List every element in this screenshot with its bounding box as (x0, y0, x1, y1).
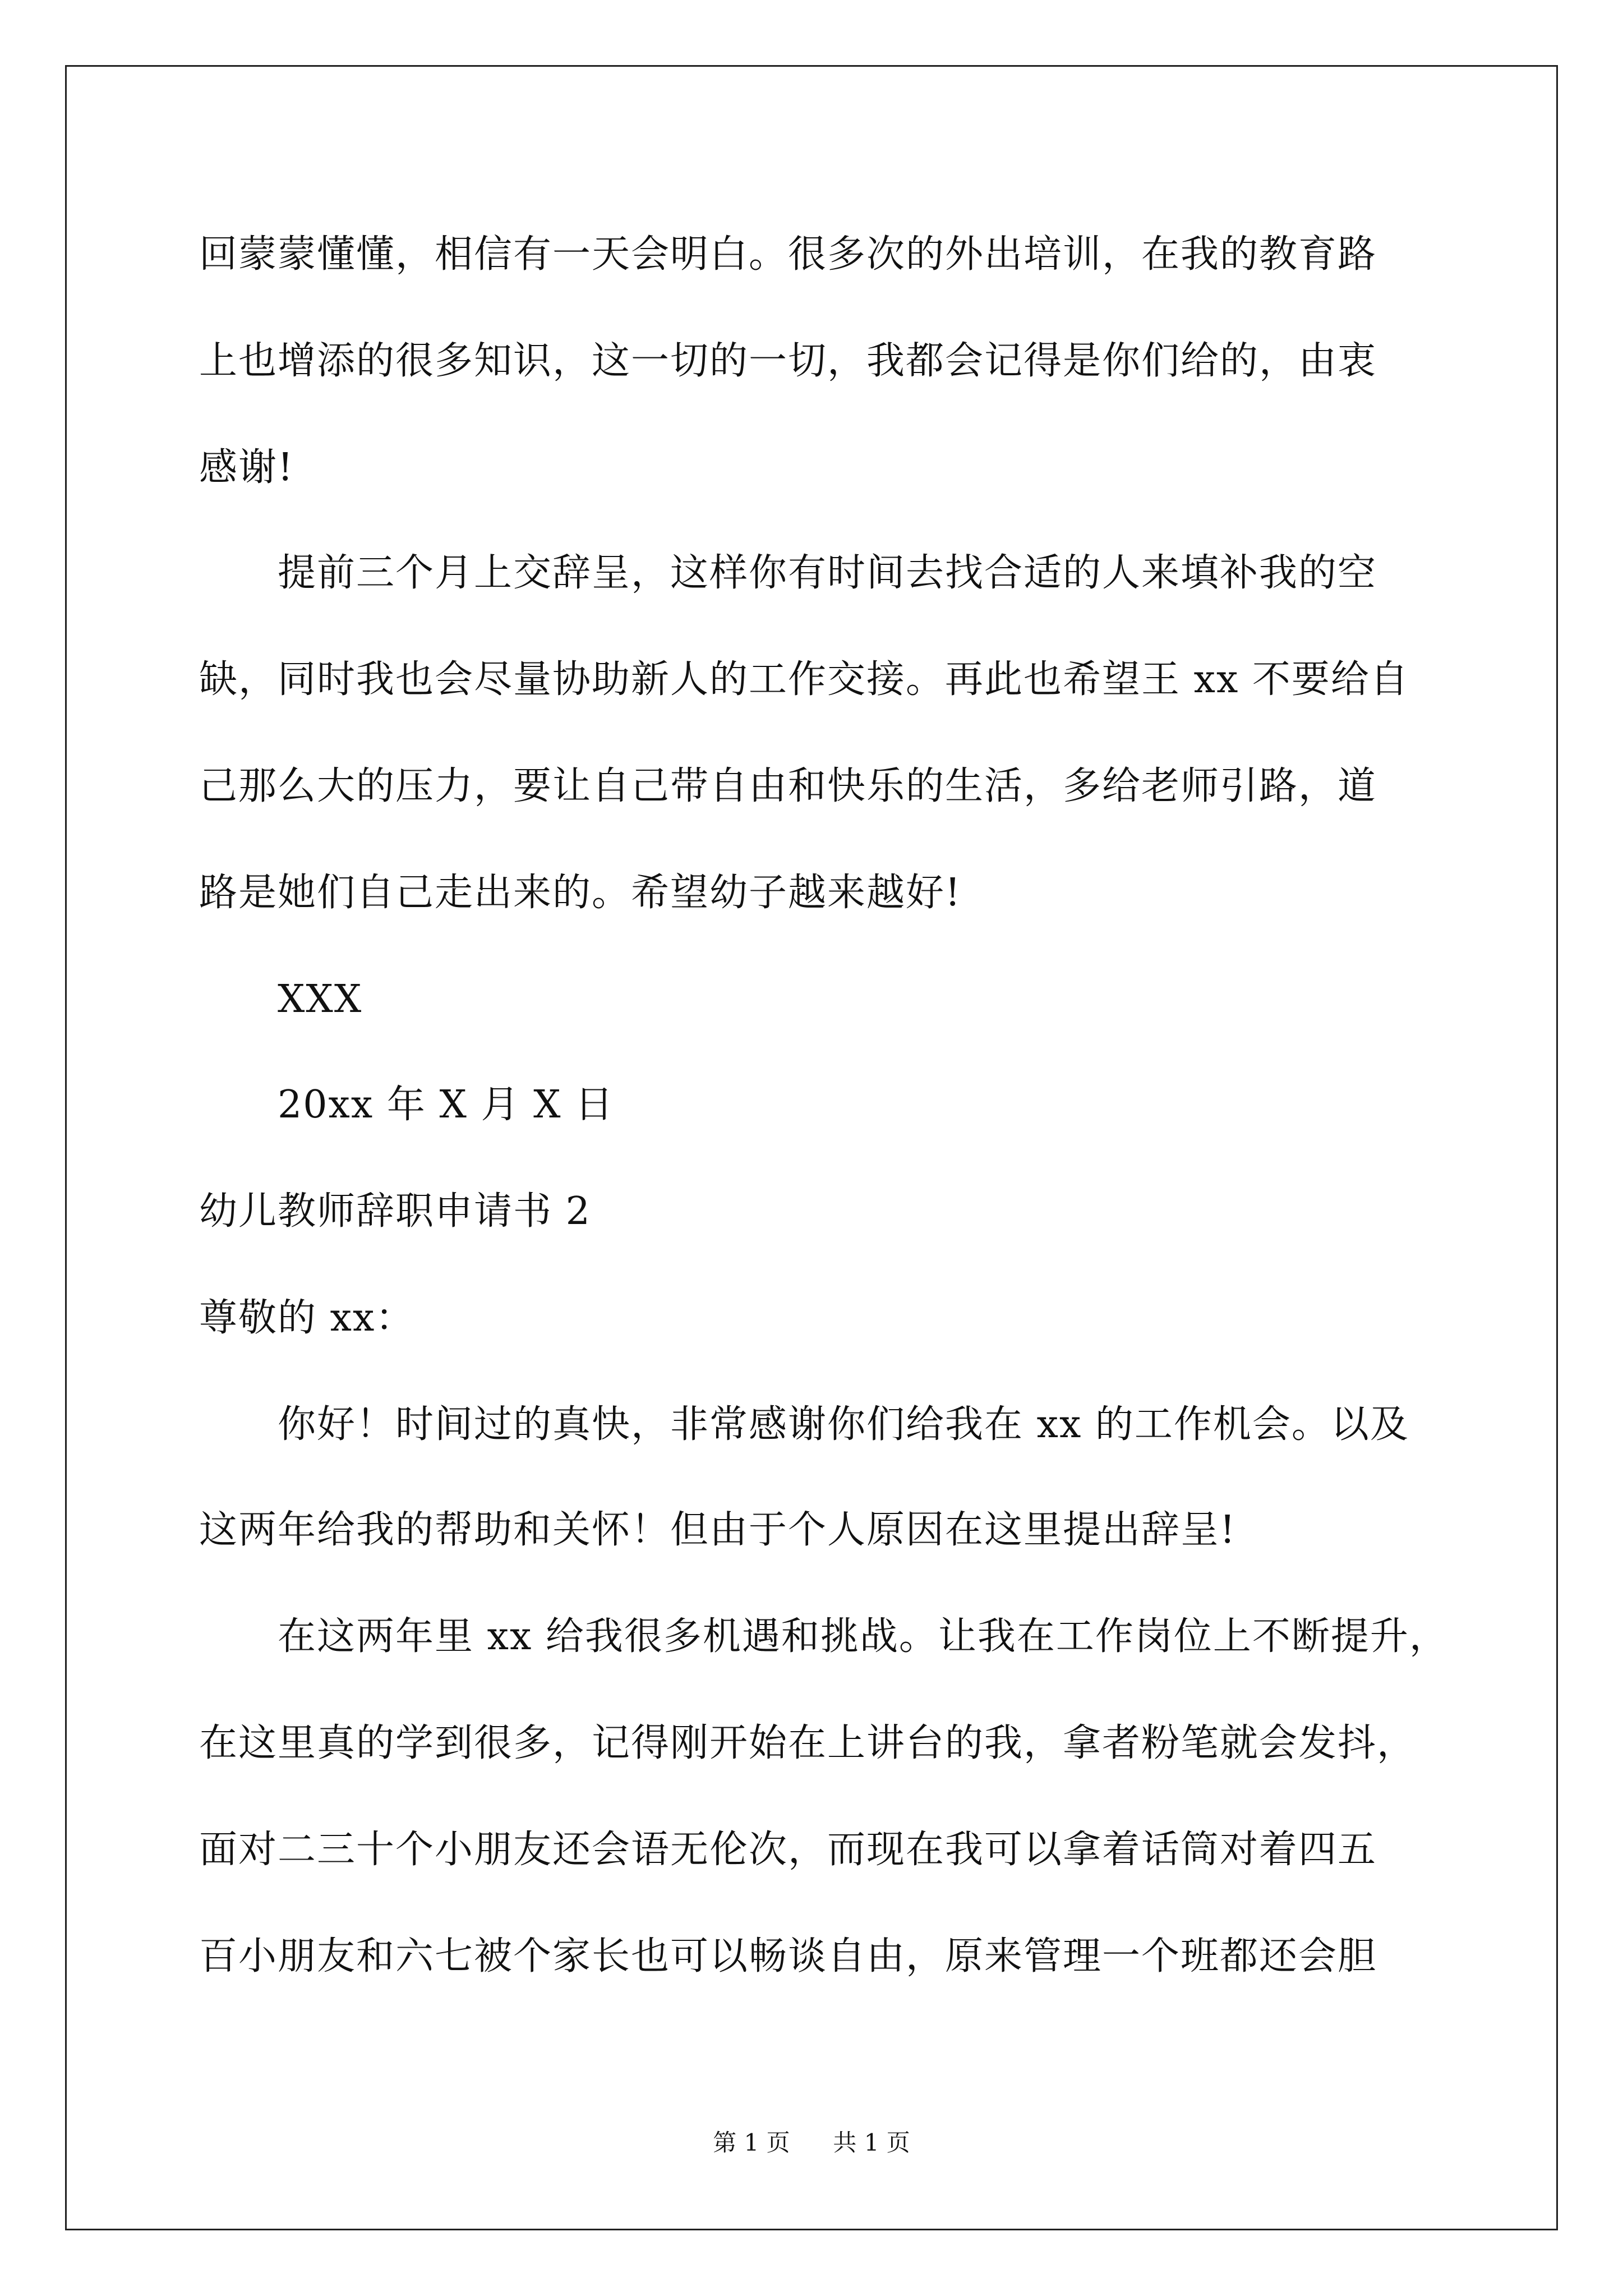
signature-date: 20xx 年 X 月 X 日 (278, 1083, 615, 1127)
page-frame (65, 65, 1558, 2230)
signature-name: XXX (278, 977, 363, 1022)
paragraph-start-line: 提前三个月上交辞呈，这样你有时间去找合适的人来填补我的空 (278, 551, 1377, 595)
text-line: 上也增添的很多知识，这一切的一切，我都会记得是你们给的，由衷 (199, 339, 1377, 383)
section-title: 幼儿教师辞职申请书 2 (199, 1189, 591, 1234)
text-line: 回蒙蒙懂懂，相信有一天会明白。很多次的外出培训，在我的教育路 (199, 232, 1377, 277)
page-footer (0, 2129, 1623, 2157)
salutation: 尊敬的 xx： (199, 1296, 415, 1340)
text-line: 感谢! (199, 445, 294, 490)
page-total: 共 1 页 (833, 2129, 910, 2156)
text-line: 百小朋友和六七被个家长也可以畅谈自由，原来管理一个班都还会胆 (199, 1934, 1377, 1978)
paragraph-start-line: 你好！时间过的真快，非常感谢你们给我在 xx 的工作机会。以及 (278, 1402, 1409, 1447)
text-line: 路是她们自己走出来的。希望幼子越来越好! (199, 871, 962, 915)
page-number: 第 1 页 (713, 2129, 790, 2156)
text-line: 缺，同时我也会尽量协助新人的工作交接。再此也希望王 xx 不要给自 (199, 657, 1409, 702)
text-line: 这两年给我的帮助和关怀！但由于个人原因在这里提出辞呈! (199, 1508, 1237, 1552)
text-line: 在这里真的学到很多，记得刚开始在上讲台的我，拿者粉笔就会发抖， (199, 1721, 1417, 1765)
text-line: 己那么大的压力，要让自己带自由和快乐的生活，多给老师引路，道 (199, 764, 1377, 808)
paragraph-start-line: 在这两年里 xx 给我很多机遇和挑战。让我在工作岗位上不断提升， (278, 1614, 1449, 1659)
text-line: 面对二三十个小朋友还会语无伦次，而现在我可以拿着话筒对着四五 (199, 1828, 1377, 1872)
